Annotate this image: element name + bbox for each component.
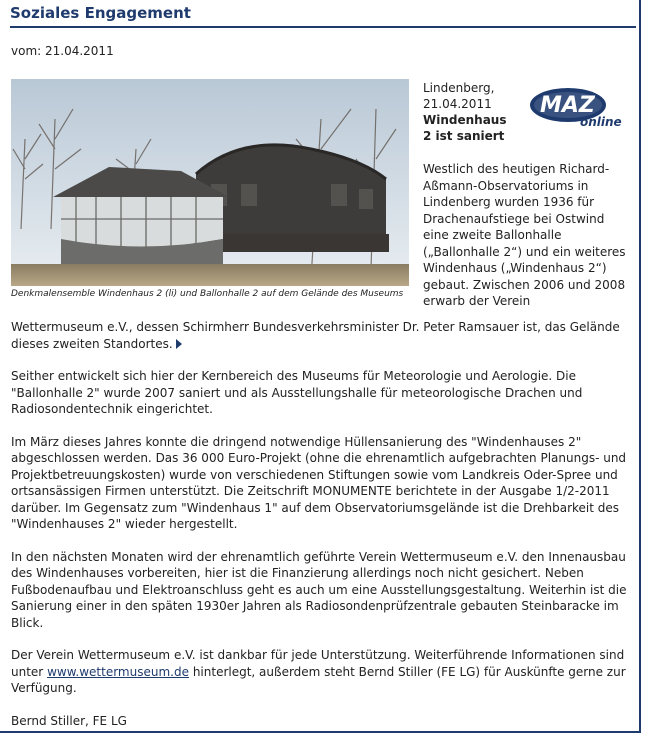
wettermuseum-link[interactable]: www.wettermuseum.de: [47, 664, 189, 679]
p5-text-after: hinterlegt, außerdem steht Bernd Stiller (FE LG) für Auskünfte gerne zur Verfügung.: [11, 664, 626, 695]
article-body: [11, 319, 633, 745]
lead-paragraph-right: Westlich des heutigen Richard-Aßmann-Observatoriums in Lindenberg wurden 1936 für Drachenaufstiege bei Ostwind eine zweite Ballonhalle („Ballonhalle 2“) und ein weiteres Windenhaus („Windenhaus 2“) gebaut. Zwischen 2006 und 2008 erwarb der Verein: [423, 162, 626, 308]
article-headline-1: Windenhaus: [423, 113, 507, 127]
maz-online-logo: [528, 84, 630, 130]
article-headline-2: 2 ist saniert: [423, 129, 505, 143]
signature: Bernd Stiller, FE LG: [11, 713, 127, 728]
maz-logo-icon: [528, 84, 630, 130]
article-dateline: [423, 80, 533, 144]
lead-continuation-text: Wettermuseum e.V., dessen Schirmherr Bundesverkehrsminister Dr. Peter Ramsauer ist, das Gelände dieses zweiten Standortes.: [11, 320, 620, 351]
article-place: Lindenberg,: [423, 81, 495, 95]
article-photo[interactable]: [11, 79, 409, 286]
more-arrow-icon[interactable]: [176, 339, 182, 349]
photo-illustration: [11, 79, 409, 286]
lead-paragraph-continuation: [11, 319, 633, 352]
section-header: [10, 4, 636, 28]
photo-caption: Denkmalensemble Windenhaus 2 (li) und Ballonhalle 2 auf dem Gelände des Museums: [11, 289, 404, 299]
p5-text-before: Der Verein Wettermuseum e.V. ist dankbar für jede Unterstützung. Weiterführende Informationen sind unter: [11, 648, 625, 679]
logo-main-text: MAZ: [540, 93, 595, 118]
paragraph-2: Seither entwickelt sich hier der Kernbereich des Museums für Meteorologie und Aerologie. Die "Ballonhalle 2" wurde 2007 saniert und als Ausstellungshalle für meteorologische Drachen und Radiosondentechnik eingerichtet.: [11, 369, 583, 416]
publish-date: vom: 21.04.2011: [11, 44, 114, 58]
paragraph-4: In den nächsten Monaten wird der ehrenamtlich geführte Verein Wettermuseum e.V. den Innenausbau des Windenhauses vorbereiten, hier ist die Finanzierung allerdings noch nicht gesichert. Neben Fußbodenaufbau und Elektroanschluss geht es auch um eine Ausstellungsgestaltung. Weiterhin ist die Sanierung einer in den späten 1930er Jahren als Radiosondenprüfzentrale gebauten Steinbaracke im Blick.: [11, 549, 627, 630]
article-date: 21.04.2011: [423, 97, 492, 111]
section-title: Soziales Engagement: [10, 4, 191, 22]
paragraph-3: Im März dieses Jahres konnte die dringend notwendige Hüllensanierung des "Windenhauses 2" abgeschlossen werden. Das 36 000 Euro-Projekt (ohne die ehrenamtlich aufgebrachten Planungs- und Projektbetreuungskosten) wurde von verschiedenen Stiftungen sowie vom Landkreis Oder-Spree und ortsansässigen Firmen unterstützt. Die Zeitschrift MONUMENTE berichtete in der Ausgabe 1/2-2011 darüber. Im Gegensatz zum "Windenhaus 1" auf dem Observatoriumsgelände ist die Drehbarkeit des "Windenhauses 2" wieder hergestellt.: [11, 434, 627, 531]
logo-sub-text: online: [580, 115, 622, 129]
paragraph-5: [11, 647, 633, 697]
